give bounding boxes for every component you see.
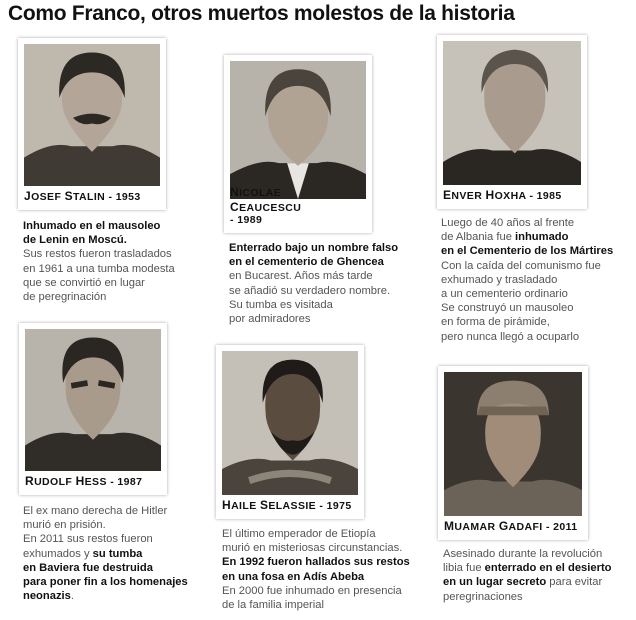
figure-name: RUDOLF HESS - 1987 (25, 474, 143, 489)
description-line (229, 241, 398, 255)
description-text: Con la caída del comunismo fue (441, 259, 601, 272)
description-line (229, 298, 398, 312)
description-line (222, 541, 410, 555)
figure-year: 1987 (117, 476, 143, 489)
description-line (443, 590, 612, 604)
emphasis-text: Enterrado bajo un nombre falso (229, 242, 399, 254)
description-line (23, 547, 188, 561)
description-text: . (70, 590, 74, 603)
description-text: pero nunca llegó a ocuparlo (441, 330, 580, 343)
figure-card-gadafi (438, 366, 588, 540)
figure-card-hess (19, 323, 167, 495)
figure-year: 1975 (326, 500, 352, 513)
emphasis-text: inhumado (515, 231, 569, 244)
description-text: en 1961 a una tumba modesta (23, 262, 175, 275)
description-line (229, 284, 398, 298)
description-text: libia fue (443, 562, 485, 575)
description-line (23, 532, 188, 546)
emphasis-text: en el cementerio de Ghencea (229, 256, 384, 269)
description-line (222, 570, 410, 584)
figure-name-text: JOSEF STALIN (24, 189, 106, 204)
emphasis-text: neonazis (23, 590, 71, 603)
description-text: de la familia imperial (222, 599, 324, 612)
description-line (23, 276, 175, 290)
description-text: Luego de 40 años al frente (441, 217, 575, 229)
figure-name-text: HAILE SELASSIE (222, 498, 317, 513)
emphasis-text: enterrado en el desierto (484, 562, 612, 575)
description-text: exhumados y (23, 547, 93, 560)
page-title: Como Franco, otros muertos molestos de la historia (8, 2, 515, 25)
description-line (23, 290, 175, 304)
figure-description-ceaucescu (229, 241, 398, 326)
description-text: se añadió su verdadero nombre. (229, 284, 391, 297)
description-line (229, 269, 398, 283)
emphasis-text: Inhumado en el mausoleo (23, 220, 161, 232)
description-text: En 2000 fue inhumado en presencia (222, 584, 402, 597)
description-text: Sus restos fueron trasladados (23, 248, 172, 261)
description-text: que se convirtió en lugar (23, 276, 145, 289)
description-text: Su tumba es visitada (229, 298, 333, 311)
description-text: En 2011 sus restos fueron (23, 533, 153, 546)
description-line (23, 561, 188, 575)
description-line (441, 330, 613, 344)
description-line (229, 255, 398, 269)
figure-name-text: NICOLAE CEAUCESCU (230, 185, 302, 214)
description-line (23, 575, 188, 589)
figure-name: JOSEF STALIN - 1953 (24, 189, 141, 204)
description-text: de peregrinación (23, 291, 107, 304)
figure-year: 1953 (115, 191, 141, 204)
portrait-photo (25, 329, 161, 471)
description-line (441, 244, 613, 258)
figure-description-stalin (23, 219, 175, 304)
description-text: Se construyó un mausoleo (441, 302, 574, 315)
figure-name-text: ENVER HOXHA (443, 188, 527, 203)
description-line (23, 247, 175, 261)
figure-name-text: MUAMAR GADAFI (444, 519, 543, 534)
description-line (222, 527, 410, 541)
emphasis-text: para poner fin a los homenajes (23, 576, 188, 589)
emphasis-text: En 1992 fueron hallados sus restos (222, 556, 410, 569)
description-line (441, 230, 613, 244)
description-text: de Albania fue (441, 231, 516, 244)
description-text: a un cementerio ordinario (441, 288, 568, 301)
description-line (23, 504, 188, 518)
description-line (441, 216, 613, 230)
description-line (222, 598, 410, 612)
description-text: murió en misteriosas circunstancias. (222, 542, 403, 555)
figure-description-gadafi (443, 547, 612, 604)
emphasis-text: en el Cementerio de los Mártires (441, 245, 614, 258)
figure-name: MUAMAR GADAFI - 2011 (444, 519, 578, 534)
description-text: peregrinaciones (443, 590, 523, 603)
description-line (443, 575, 612, 589)
figure-card-selassie (216, 345, 364, 519)
description-text: murió en prisión. (23, 519, 106, 532)
figure-name: NICOLAE CEAUCESCU - 1989 (230, 185, 368, 227)
portrait-photo (444, 372, 582, 516)
description-text: para evitar (546, 576, 603, 589)
description-line (441, 259, 613, 273)
description-line (229, 312, 398, 326)
figure-year: 1989 (237, 214, 263, 227)
description-line (441, 273, 613, 287)
figure-year: 2011 (553, 521, 578, 534)
figure-description-hess (23, 504, 188, 603)
portrait-photo (222, 351, 358, 495)
emphasis-text: en una fosa en Adís Abeba (222, 570, 365, 583)
description-line (441, 287, 613, 301)
description-line (23, 589, 188, 603)
description-line (443, 561, 612, 575)
description-line (441, 315, 613, 329)
figure-card-stalin (18, 38, 166, 210)
description-text: en Bucarest. Años más tarde (229, 270, 373, 283)
portrait-photo (24, 44, 160, 186)
description-text: exhumado y trasladado (441, 273, 558, 286)
figure-name: ENVER HOXHA - 1985 (443, 188, 562, 203)
description-text: por admiradores (229, 313, 311, 326)
description-text: Asesinado durante la revolución (443, 548, 603, 560)
figure-year: 1985 (536, 190, 562, 203)
emphasis-text: en un lugar secreto (443, 576, 547, 589)
figure-card-ceaucescu (224, 55, 372, 233)
description-line (23, 262, 175, 276)
description-line (23, 518, 188, 532)
emphasis-text: de Lenin en Moscú. (23, 234, 127, 247)
figure-description-hoxha (441, 216, 613, 344)
figure-description-selassie (222, 527, 410, 612)
emphasis-text: en Baviera fue destruida (23, 561, 153, 574)
description-line (23, 219, 175, 233)
description-line (222, 584, 410, 598)
figure-name: HAILE SELASSIE - 1975 (222, 498, 352, 513)
description-line (441, 301, 613, 315)
description-text: El ex mano derecha de Hitler (23, 505, 168, 517)
figure-name-text: RUDOLF HESS (25, 474, 107, 489)
emphasis-text: su tumba (92, 547, 143, 560)
description-line (222, 555, 410, 569)
portrait-photo (230, 61, 366, 199)
description-text: en forma de pirámide, (441, 316, 550, 329)
description-line (443, 547, 612, 561)
figure-card-hoxha (437, 35, 587, 209)
description-text: El último emperador de Etiopía (222, 528, 376, 540)
description-line (23, 233, 175, 247)
portrait-photo (443, 41, 581, 185)
